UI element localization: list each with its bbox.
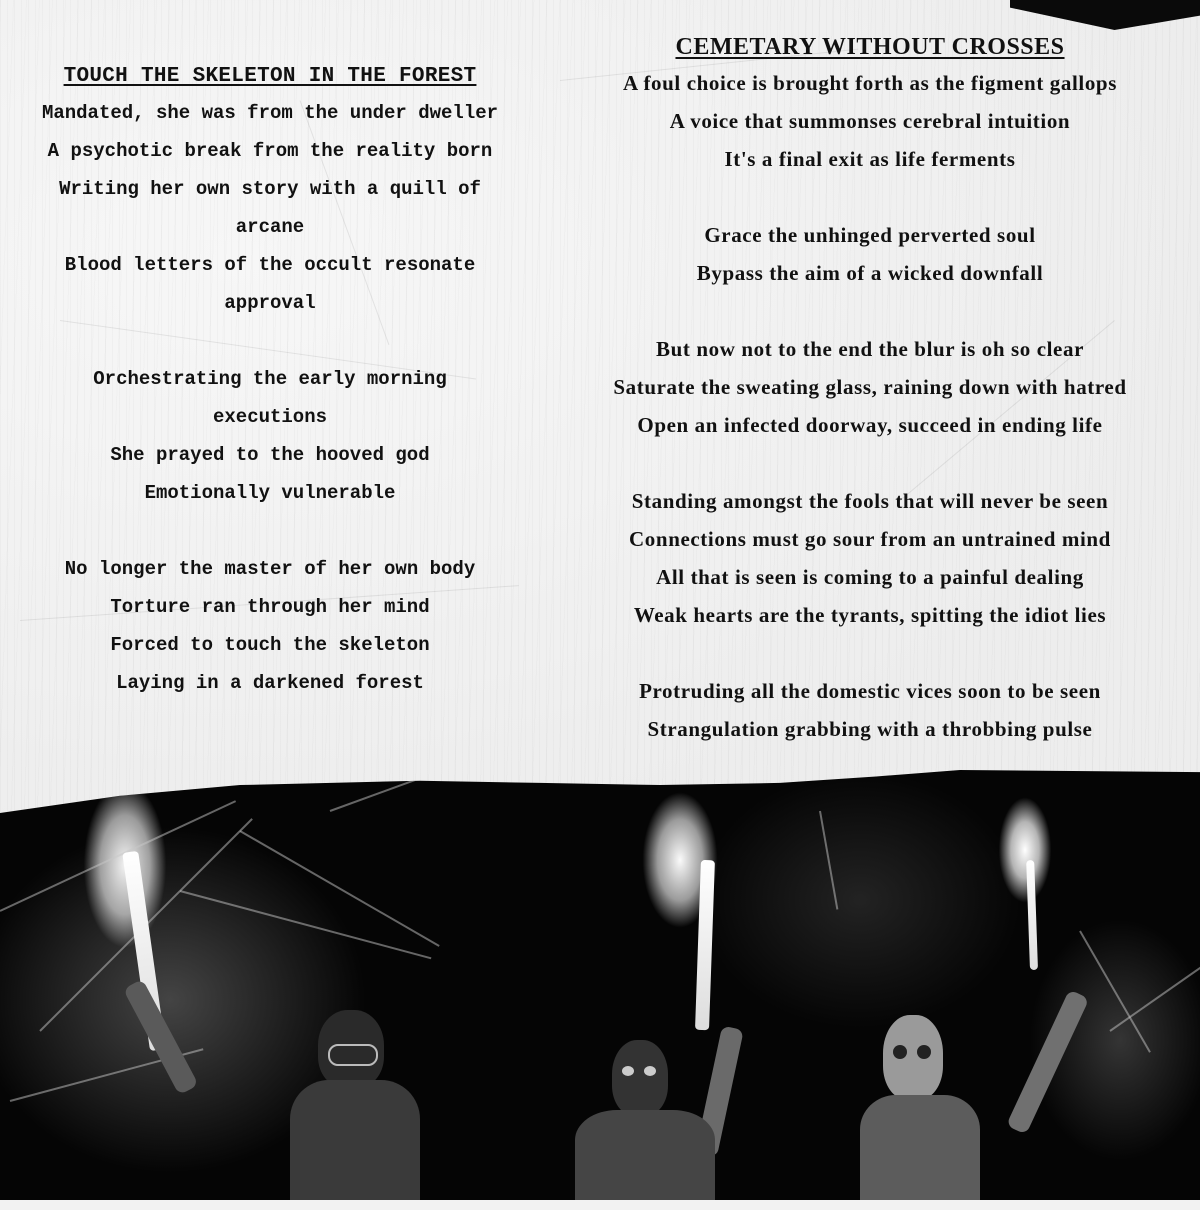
tree-branch [1109,961,1200,1031]
tree-branch [819,811,838,910]
eye-hole [644,1066,656,1076]
stanza [540,64,1200,178]
lyric-line: Mandated, she was from the under dweller [41,102,499,124]
tree-branch [180,890,432,959]
balaclava-head [612,1040,668,1116]
eye-socket [893,1045,907,1059]
lyric-line: Laying in a darkened forest [116,672,424,694]
jacket [290,1080,420,1210]
stanza [540,672,1200,748]
song-left [0,60,540,702]
lyric-line: Open an infected doorway, succeed in ending life [637,413,1103,437]
masked-head [318,1010,384,1088]
lyric-line: Protruding all the domestic vices soon to be seen [639,679,1101,703]
lyric-line: No longer the master of her own body [64,558,476,580]
lyric-line: Blood letters of the occult resonate [64,254,476,276]
stanza [0,360,540,512]
lyric-line: It's a final exit as life ferments [724,147,1016,171]
tree-branch [1079,931,1151,1053]
band-photo [0,770,1200,1200]
lyric-line: A foul choice is brought forth as the figment gallops [622,71,1117,95]
stanza-gap [540,444,1200,482]
stanza [0,550,540,702]
lyric-line: executions [212,406,328,428]
lyric-line: Saturate the sweating glass, raining down with hatred [613,375,1127,399]
goggles-icon [328,1044,378,1066]
stanza [540,330,1200,444]
song-right [540,30,1200,748]
stanza-gap [0,322,540,360]
song-title: CEMETARY WITHOUT CROSSES [675,34,1065,60]
torn-black-tab [1010,0,1200,30]
song-title: TOUCH THE SKELETON IN THE FOREST [63,65,477,88]
raised-arm [1006,989,1089,1134]
stanza-gap [0,512,540,550]
eye-socket [917,1045,931,1059]
torch-center [695,860,715,1030]
lyric-line: All that is seen is coming to a painful dealing [656,565,1084,589]
lyric-line: Forced to touch the skeleton [110,634,430,656]
lyric-line: A psychotic break from the reality born [47,140,493,162]
lyric-line: approval [224,292,316,314]
torch-right [1026,860,1038,970]
lyric-line: arcane [235,216,305,238]
eye-hole [622,1066,634,1076]
lyric-line: Emotionally vulnerable [144,482,396,504]
raised-arm [123,979,199,1095]
stanza-gap [540,634,1200,672]
skull-painted-head [883,1015,943,1100]
stanza [540,482,1200,634]
lyric-line: A voice that summonses cerebral intuition [669,109,1071,133]
stanza [0,94,540,322]
lyric-line: Grace the unhinged perverted soul [704,223,1036,247]
stanza-gap [540,178,1200,216]
lyric-line: But now not to the end the blur is oh so clear [656,337,1084,361]
tree-branch [240,830,440,947]
stanza [540,216,1200,292]
lyric-line: She prayed to the hooved god [110,444,430,466]
stanza-gap [540,292,1200,330]
patched-jacket [860,1095,980,1210]
lyric-line: Strangulation grabbing with a throbbing pulse [647,717,1093,741]
lyric-line: Orchestrating the early morning [93,368,447,390]
lyric-line: Writing her own story with a quill of [59,178,481,200]
lyric-line: Standing amongst the fools that will never be seen [631,489,1109,513]
lyric-line: Connections must go sour from an untrained mind [629,527,1111,551]
lyric-line: Bypass the aim of a wicked downfall [696,261,1044,285]
lyric-line: Weak hearts are the tyrants, spitting the idiot lies [633,603,1107,627]
jacket [575,1110,715,1210]
lyric-line: Torture ran through her mind [110,596,430,618]
